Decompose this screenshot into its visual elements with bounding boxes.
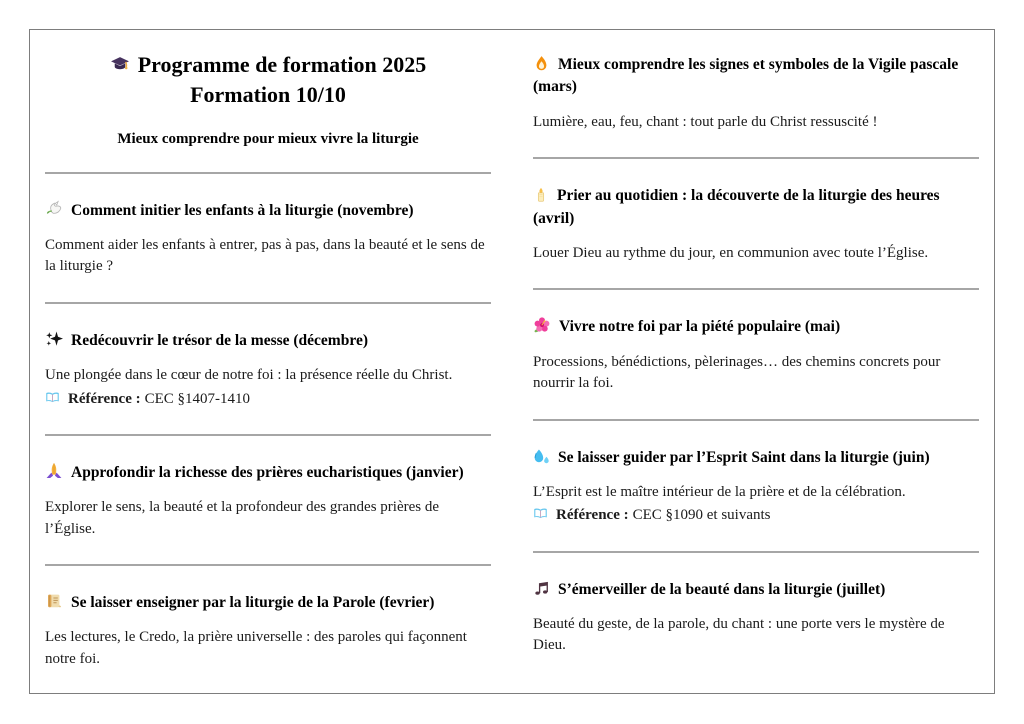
section-body: Explorer le sens, la beauté et la profondeur des grandes prières de l’Église. xyxy=(45,499,440,537)
divider xyxy=(45,302,491,304)
section-mars xyxy=(533,54,979,133)
right-column xyxy=(533,42,979,693)
section-juillet xyxy=(533,579,979,657)
reference-line xyxy=(45,389,491,410)
document-page xyxy=(29,29,995,694)
section-title-text: Prier au quotidien : la découverte de la liturgie des heures (avril) xyxy=(533,187,940,227)
hibiscus-icon xyxy=(533,316,551,338)
divider xyxy=(45,434,491,436)
divider xyxy=(45,564,491,566)
section-body: L’Esprit est le maître intérieur de la prière et de la célébration. xyxy=(533,484,906,500)
section-body: Une plongée dans le cœur de notre foi : la présence réelle du Christ. xyxy=(45,367,453,384)
open-book-icon xyxy=(45,389,60,410)
divider xyxy=(533,551,979,553)
section-decembre xyxy=(45,330,491,410)
section-title-text: Vivre notre foi par la piété populaire (mai) xyxy=(559,318,841,336)
title-line1: Programme de formation 2025 xyxy=(137,52,427,77)
section-body: Comment aider les enfants à entrer, pas à pas, dans la beauté et le sens de la liturgie ? xyxy=(45,237,485,275)
divider xyxy=(45,172,491,174)
section-body: Les lectures, le Credo, la prière universelle : des paroles qui façonnent notre foi. xyxy=(45,629,467,667)
section-body: Louer Dieu au rythme du jour, en communion avec toute l’Église. xyxy=(533,245,929,262)
title-line2: Formation 10/10 xyxy=(190,82,346,108)
section-juin xyxy=(533,447,979,527)
section-heading xyxy=(45,330,491,352)
section-heading xyxy=(45,462,491,484)
candle-icon xyxy=(533,185,549,207)
section-title-text: Se laisser enseigner par la liturgie de la Parole (fevrier) xyxy=(71,593,435,611)
divider xyxy=(533,419,979,421)
sparkles-icon xyxy=(45,330,63,352)
graduation-cap-icon xyxy=(110,50,130,80)
section-heading xyxy=(45,592,491,614)
reference-label: Référence : xyxy=(556,507,629,524)
section-heading xyxy=(533,447,979,469)
section-janvier xyxy=(45,462,491,540)
open-book-icon xyxy=(533,505,548,526)
water-droplets-icon xyxy=(533,447,550,469)
section-body: Beauté du geste, de la parole, du chant : une porte vers le mystère de Dieu. xyxy=(533,616,945,654)
reference-text: CEC §1407-1410 xyxy=(144,390,251,407)
section-title-text: Redécouvrir le trésor de la messe (décembre) xyxy=(71,331,368,349)
scroll-icon xyxy=(45,592,63,614)
section-title-text: Mieux comprendre les signes et symboles de la Vigile pascale (mars) xyxy=(533,56,959,96)
divider xyxy=(533,288,979,290)
title-block xyxy=(45,50,491,148)
section-heading xyxy=(533,185,979,230)
page-subtitle: Mieux comprendre pour mieux vivre la liturgie xyxy=(117,130,419,147)
section-title-text: Se laisser guider par l’Esprit Saint dans la liturgie (juin) xyxy=(558,448,930,466)
section-title-text: Comment initier les enfants à la liturgie (novembre) xyxy=(71,201,414,219)
section-title-text: S’émerveiller de la beauté dans la liturgie (juillet) xyxy=(558,580,886,598)
section-body: Processions, bénédictions, pèlerinages… des chemins concrets pour nourrir la foi. xyxy=(533,353,941,392)
section-avril xyxy=(533,185,979,264)
dove-icon xyxy=(45,200,63,222)
section-heading xyxy=(533,54,979,99)
section-title-text: Approfondir la richesse des prières eucharistiques (janvier) xyxy=(71,463,464,481)
reference-line xyxy=(533,505,979,526)
section-heading xyxy=(45,200,491,222)
section-mai xyxy=(533,316,979,394)
musical-notes-icon xyxy=(533,579,550,601)
reference-text: CEC §1090 et suivants xyxy=(632,507,771,524)
reference-label: Référence : xyxy=(68,390,141,407)
left-column xyxy=(45,42,491,693)
divider xyxy=(533,157,979,159)
section-body: Lumière, eau, feu, chant : tout parle du Christ ressuscité ! xyxy=(533,113,878,130)
section-heading xyxy=(533,316,979,338)
section-fevrier xyxy=(45,592,491,670)
section-novembre xyxy=(45,200,491,278)
praying-hands-icon xyxy=(45,462,63,484)
section-heading xyxy=(533,579,979,601)
flame-icon xyxy=(533,54,550,76)
page-title xyxy=(45,50,491,111)
